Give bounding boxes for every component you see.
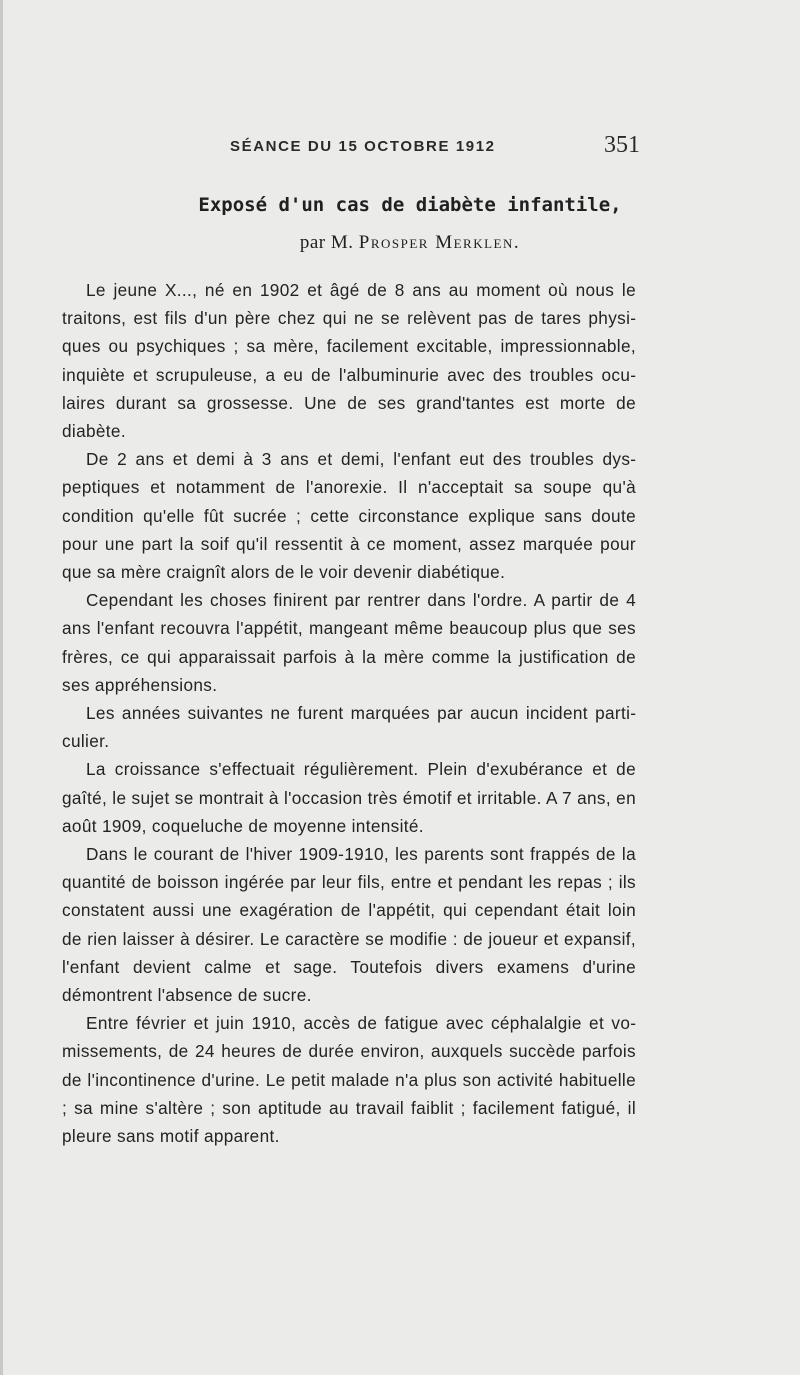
page-number: 351 (604, 132, 640, 158)
paragraph: Le jeune X..., né en 1902 et âgé de 8 ans au moment où nous le traitons, est fils d'un père chez qui ne se relèvent pas de tares physiques ou psychiques ; sa mère, facilement excitable, impressionnable, inquiète et scrupuleuse, a eu de l'albuminurie avec des troubles oculaires durant sa grossesse. Une de ses grand'tantes est morte de diabète. (62, 280, 636, 442)
byline-prefix: par M. (299, 232, 359, 253)
byline-author: Prosper Merklen. (358, 232, 521, 253)
article-byline (0, 232, 800, 254)
paragraph: De 2 ans et demi à 3 ans et demi, l'enfant eut des troubles dyspeptiques et notamment de l'anorexie. Il n'acceptait sa soupe qu'à condition qu'elle fût sucrée ; cette circonstance explique sans doute pour une part la soif qu'il ressentit à ce moment, assez marquée pour que sa mère craignît alors de le voir devenir diabétique. (62, 449, 636, 583)
paragraph: Les années suivantes ne furent marquées par aucun incident particulier. (62, 703, 636, 752)
page-header (0, 132, 800, 162)
paragraph: Cependant les choses finirent par rentrer dans l'ordre. A partir de 4 ans l'enfant recouvra l'appétit, mangeant même beaucoup plus que ses frères, ce qui apparaissait parfois à la mère comme la justification de ses appréhensions. (62, 590, 636, 695)
paragraph: La croissance s'effectuait régulièrement. Plein d'exubérance et de gaîté, le sujet se montrait à l'occasion très émotif et irritable. A 7 ans, en août 1909, coqueluche de moyenne intensité. (62, 759, 636, 836)
article-title: Exposé d'un cas de diabète infantile, (198, 194, 622, 216)
article-body (62, 276, 636, 1150)
running-head: SÉANCE DU 15 OCTOBRE 1912 (230, 138, 496, 155)
paragraph: Dans le courant de l'hiver 1909-1910, les parents sont frappés de la quantité de boisson ingérée par leur fils, entre et pendant les repas ; ils constatent aussi une exagération de l'appétit, qui cependant était loin de rien laisser à désirer. Le caractère se modifie : de joueur et expansif, l'enfant devient calme et sage. Toutefois divers examens d'urine démontrent l'absence de sucre. (62, 844, 636, 1006)
paragraph: Entre février et juin 1910, accès de fatigue avec céphalalgie et vomissements, de 24 heures de durée environ, auxquels succède parfois de l'incontinence d'urine. Le petit malade n'a plus son activité habituelle ; sa mine s'altère ; son aptitude au travail faiblit ; facilement fatigué, il pleure sans motif apparent. (62, 1013, 636, 1147)
